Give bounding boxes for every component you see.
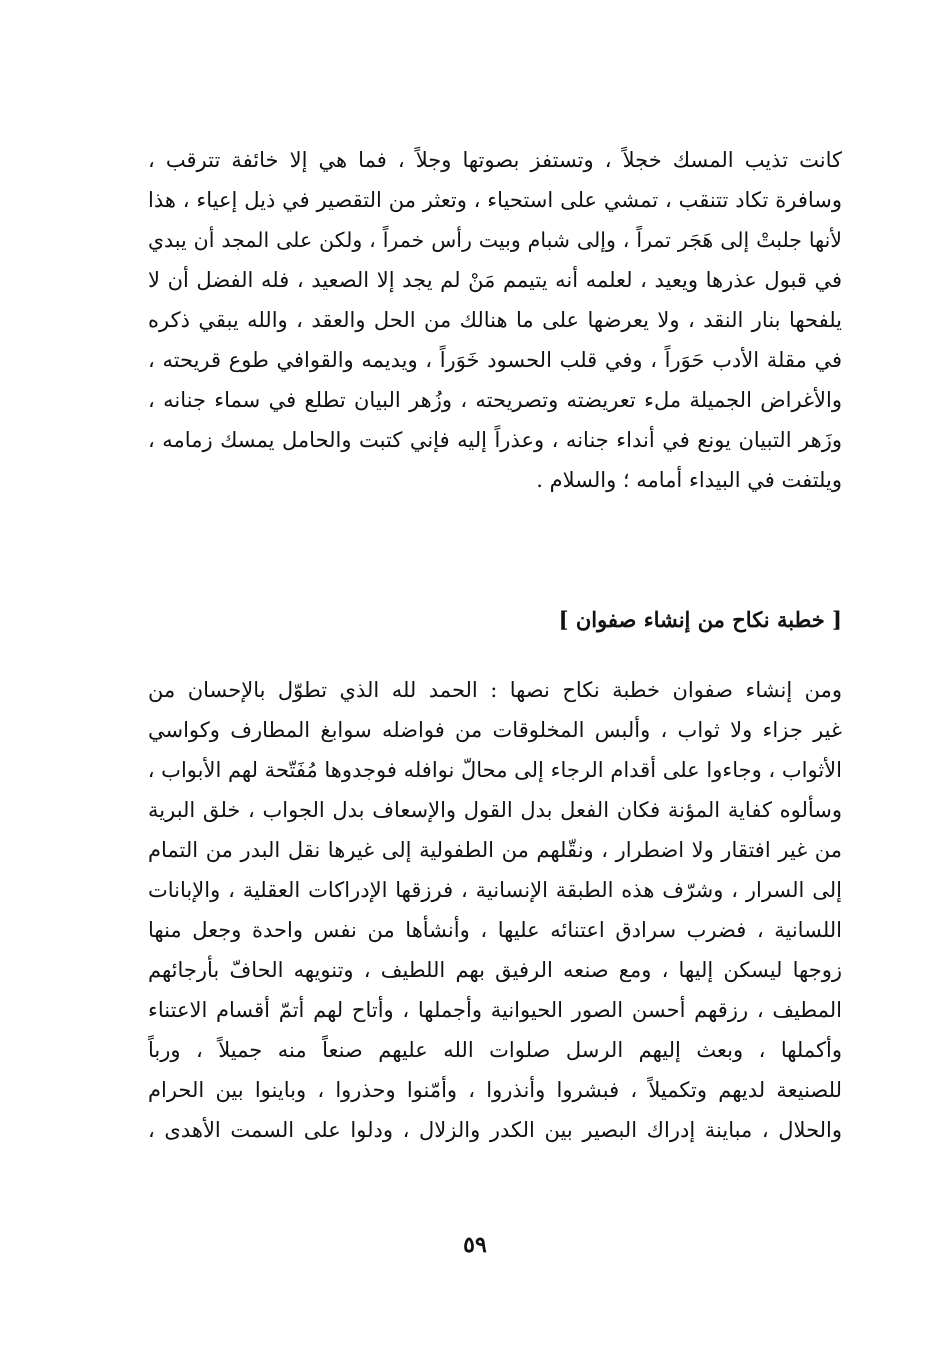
paragraph-line: اللسانية ، فضرب سرادق اعتنائه عليها ، وأنشأها من نفس واحدة وجعل منها [148,918,842,942]
paragraph-line: ويلتفت في البيداء أمامه ؛ والسلام . [536,468,842,492]
paragraph-line: إلى السرار ، وشرّف هذه الطبقة الإنسانية ، فرزقها الإدراكات العقلية ، والإبانات [148,878,842,902]
paragraph-line: وأكملها ، وبعث إليهم الرسل صلوات الله عليهم صنعاً منه جميلاً ، ورباً [148,1038,842,1062]
paragraph-line: وسألوه كفاية المؤنة فكان الفعل بدل القول والإسعاف بدل الجواب ، خلق البرية [148,798,842,822]
paragraph-1 [148,140,842,500]
paragraph-line: كانت تذيب المسك خجلاً ، وتستفز بصوتها وجلاً ، فما هي إلا خائفة تترقب ، [148,148,842,172]
paragraph-line: زوجها ليسكن إليها ، ومع صنعه الرفيق بهم اللطيف ، وتنويهه الحافّ بأرجائهم [148,958,842,982]
paragraph-line: والأغراض الجميلة ملء تعريضته وتصريحته ، وزُهر البيان تطلع في سماء جنانه ، [148,388,842,412]
page-number: ٥٩ [463,1232,487,1258]
paragraph-line: وزَهر التبيان يونع في أنداء جنانه ، وعذراً إليه فإني كتبت والحامل يمسك زمامه ، [148,428,842,452]
paragraph-line: وسافرة تكاد تتنقب ، تمشي على استحياء ، وتعثر من التقصير في ذيل إعياء ، هذا [148,188,842,212]
section-heading: [ خطبة نكاح من إنشاء صفوان ] [558,607,842,632]
paragraph-line: في مقلة الأدب حَوَراً ، وفي قلب الحسود خَوَراً ، ويديمه والقوافي طوع قريحته ، [148,348,842,372]
paragraph-line: غير جزاء ولا ثواب ، وألبس المخلوقات من فواضله سوابغ المطارف وكواسي [148,718,842,742]
paragraph-line: يلفحها بنار النقد ، ولا يعرضها على ما هنالك من الحل والعقد ، والله يبقي ذكره [148,308,842,332]
paragraph-line: للصنيعة لديهم وتكميلاً ، فبشروا وأنذروا ، وأمّنوا وحذروا ، وباينوا بين الحرام [148,1078,842,1102]
paragraph-line: ومن إنشاء صفوان خطبة نكاح نصها : الحمد لله الذي تطوّل بالإحسان من [148,678,842,702]
paragraph-line: من غير افتقار ولا اضطرار ، ونقّلهم من الطفولية إلى غيرها نقل البدر من التمام [148,838,842,862]
paragraph-line: في قبول عذرها ويعيد ، لعلمه أنه يتيمم مَنْ لم يجد إلا الصعيد ، فله الفضل أن لا [148,268,842,292]
paragraph-line: لأنها جلبتْ إلى هَجَر تمراً ، وإلى شبام وبيت رأس خمراً ، ولكن على المجد أن يبدي [148,228,842,252]
paragraph-line: والحلال ، مباينة إدراك البصير بين الكدر والزلال ، ودلوا على السمت الأهدى ، [148,1118,842,1142]
paragraph-line: الأثواب ، وجاءوا على أقدام الرجاء إلى محالّ نوافله فوجدوها مُفَتّحة لهم الأبواب ، [148,758,842,782]
paragraph-2 [148,670,842,1150]
paragraph-line: المطيف ، رزقهم أحسن الصور الحيوانية وأجملها ، وأتاح لهم أتمّ أقسام الاعتناء [148,998,842,1022]
